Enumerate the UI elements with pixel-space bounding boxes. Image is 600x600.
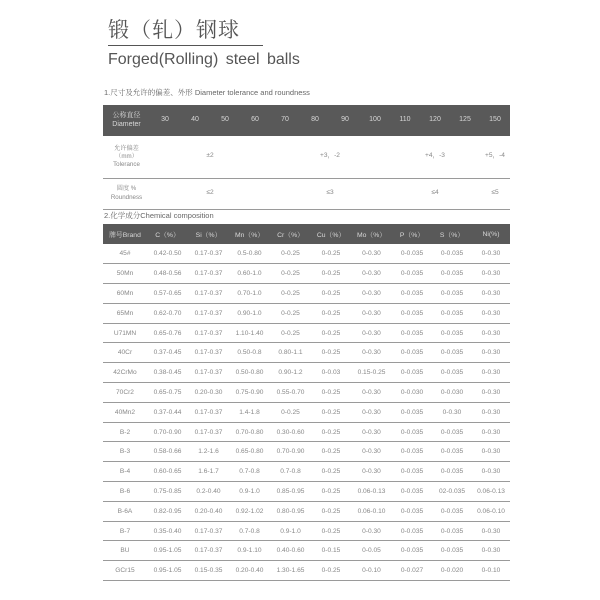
roundness-value: ≤5 (480, 178, 510, 209)
composition-cell: 0-0.25 (270, 244, 311, 264)
composition-cell: 0-0.30 (351, 284, 392, 304)
composition-cell: 0.95-1.05 (147, 561, 188, 581)
tolerance-value: ±2 (150, 136, 270, 178)
composition-cell: 0-0.035 (432, 363, 472, 383)
composition-cell: 0.80-1.1 (270, 343, 311, 363)
composition-cell: 0.15-0.25 (351, 363, 392, 383)
diameter-label-cn: 公称直径 (112, 111, 141, 119)
composition-cell: 0-0.25 (311, 442, 351, 462)
composition-cell: 0-0.25 (311, 383, 351, 403)
composition-cell: 0.38-0.45 (147, 363, 188, 383)
composition-cell: 0.60-1.0 (229, 264, 270, 284)
composition-cell: 0.70-0.90 (270, 442, 311, 462)
composition-cell: 0-0.30 (351, 422, 392, 442)
brand-cell: 65Mn (103, 303, 147, 323)
composition-cell: 0.42-0.50 (147, 244, 188, 264)
composition-cell: 0.5-0.80 (229, 244, 270, 264)
composition-cell: 0.57-0.65 (147, 284, 188, 304)
composition-cell: 0.7-0.8 (270, 462, 311, 482)
composition-cell: 02-0.035 (432, 482, 472, 502)
composition-cell: 0-0.30 (351, 303, 392, 323)
column-header-element: Ni(%) (472, 224, 510, 244)
diameter-value: 80 (300, 105, 330, 136)
tolerance-value: +5，-4 (480, 136, 510, 178)
composition-cell: 0.70-0.90 (147, 422, 188, 442)
diameter-value: 120 (420, 105, 450, 136)
composition-cell: 0-0.035 (392, 303, 432, 323)
composition-cell: 0-0.035 (392, 482, 432, 502)
composition-cell: 0-0.25 (311, 521, 351, 541)
table-row (103, 343, 510, 363)
column-header-element: C（%） (147, 224, 188, 244)
composition-cell: 0-0.035 (432, 462, 472, 482)
composition-cell: 0.7-0.8 (229, 521, 270, 541)
composition-cell: 0-0.25 (311, 343, 351, 363)
section-chemical-composition-label: 2.化学成分Chemical composition (104, 211, 214, 220)
composition-cell: 0.40-0.60 (270, 541, 311, 561)
composition-cell: 0.70-1.0 (229, 284, 270, 304)
composition-cell: 0.17-0.37 (188, 323, 229, 343)
tolerance-label-en: Tolerance (113, 160, 140, 168)
table-row (103, 264, 510, 284)
composition-cell: 0-0.30 (432, 402, 472, 422)
composition-cell: 0.20-0.30 (188, 383, 229, 403)
page-title-en: Forged(Rolling) steel balls (108, 51, 300, 68)
tolerance-label-unit: （mm） (115, 152, 138, 160)
composition-cell: 0-0.25 (311, 561, 351, 581)
composition-cell: 0.82-0.95 (147, 501, 188, 521)
roundness-label-cell (103, 178, 150, 209)
composition-cell: 0-0.05 (351, 541, 392, 561)
composition-cell: 0-0.035 (392, 422, 432, 442)
composition-cell: 1.6-1.7 (188, 462, 229, 482)
composition-cell: 0-0.035 (432, 422, 472, 442)
composition-cell: 0-0.30 (351, 264, 392, 284)
composition-cell: 0-0.30 (472, 422, 510, 442)
composition-cell: 0-0.30 (472, 284, 510, 304)
table-row (103, 422, 510, 442)
roundness-value: ≤2 (150, 178, 270, 209)
composition-cell: 0.17-0.37 (188, 521, 229, 541)
roundness-row (103, 178, 510, 209)
column-header-element: Mo（%） (351, 224, 392, 244)
composition-cell: 0-0.30 (351, 462, 392, 482)
composition-cell: 0-0.25 (270, 264, 311, 284)
brand-cell: U71MN (103, 323, 147, 343)
composition-cell: 0.65-0.80 (229, 442, 270, 462)
composition-cell: 0.9-1.10 (229, 541, 270, 561)
composition-cell: 0-0.30 (472, 521, 510, 541)
column-header-element: Cr（%） (270, 224, 311, 244)
composition-cell: 0.95-1.05 (147, 541, 188, 561)
composition-cell: 0.90-1.2 (270, 363, 311, 383)
composition-cell: 0-0.035 (432, 501, 472, 521)
table-row (103, 284, 510, 304)
composition-cell: 0.15-0.35 (188, 561, 229, 581)
tolerance-label-cell (103, 136, 150, 178)
composition-cell: 0.65-0.76 (147, 323, 188, 343)
composition-cell: 0-0.25 (311, 501, 351, 521)
composition-cell: 0-0.035 (392, 323, 432, 343)
composition-cell: 0-0.30 (472, 541, 510, 561)
brand-cell: 40Cr (103, 343, 147, 363)
composition-cell: 0.48-0.56 (147, 264, 188, 284)
composition-cell: 0.7-0.8 (229, 462, 270, 482)
composition-cell: 0-0.15 (311, 541, 351, 561)
brand-cell: 50Mn (103, 264, 147, 284)
composition-cell: 0.90-1.0 (229, 303, 270, 323)
composition-cell: 0-0.030 (392, 383, 432, 403)
composition-cell: 0-0.035 (392, 343, 432, 363)
composition-cell: 0.2-0.40 (188, 482, 229, 502)
composition-cell: 0.06-0.13 (351, 482, 392, 502)
composition-cell: 0-0.25 (311, 264, 351, 284)
composition-cell: 0-0.25 (311, 323, 351, 343)
composition-cell: 0-0.30 (472, 363, 510, 383)
composition-cell: 0-0.035 (392, 244, 432, 264)
composition-cell: 0-0.25 (270, 402, 311, 422)
table-row (103, 501, 510, 521)
composition-cell: 0-0.035 (392, 363, 432, 383)
composition-cell: 0-0.30 (351, 383, 392, 403)
diameter-value: 125 (450, 105, 480, 136)
composition-cell: 0.17-0.37 (188, 244, 229, 264)
table-row (103, 482, 510, 502)
composition-cell: 0-0.30 (472, 462, 510, 482)
composition-cell: 0.30-0.60 (270, 422, 311, 442)
composition-cell: 0-0.035 (392, 521, 432, 541)
diameter-value: 90 (330, 105, 360, 136)
composition-cell: 0.62-0.70 (147, 303, 188, 323)
chemical-composition-table (103, 224, 510, 581)
composition-cell: 0-0.035 (432, 541, 472, 561)
diameter-value: 150 (480, 105, 510, 136)
composition-cell: 0-0.30 (472, 323, 510, 343)
title-divider (108, 45, 263, 46)
composition-cell: 0-0.035 (432, 264, 472, 284)
diameter-tolerance-table (103, 105, 510, 210)
composition-cell: 0-0.25 (270, 323, 311, 343)
composition-cell: 0-0.035 (392, 402, 432, 422)
composition-cell: 0.37-0.44 (147, 402, 188, 422)
composition-cell: 0.75-0.90 (229, 383, 270, 403)
composition-cell: 0.60-0.65 (147, 462, 188, 482)
roundness-value: ≤3 (270, 178, 390, 209)
composition-cell: 0.17-0.37 (188, 541, 229, 561)
composition-cell: 0-0.25 (311, 303, 351, 323)
composition-cell: 0-0.10 (472, 561, 510, 581)
diameter-value: 60 (240, 105, 270, 136)
brand-cell: 45# (103, 244, 147, 264)
roundness-label-en: Roundness (110, 193, 143, 201)
composition-cell: 0.55-0.70 (270, 383, 311, 403)
composition-cell: 0.75-0.85 (147, 482, 188, 502)
composition-cell: 0.9-1.0 (270, 521, 311, 541)
tolerance-value: +3，-2 (270, 136, 390, 178)
composition-cell: 0-0.30 (472, 244, 510, 264)
composition-cell: 0-0.035 (432, 323, 472, 343)
table-row (103, 244, 510, 264)
diameter-label-en: Diameter (112, 120, 141, 128)
table-row (103, 383, 510, 403)
brand-cell: B-3 (103, 442, 147, 462)
composition-cell: 0-0.25 (311, 462, 351, 482)
brand-cell: B-2 (103, 422, 147, 442)
composition-cell: 0-0.03 (311, 363, 351, 383)
composition-cell: 0.85-0.95 (270, 482, 311, 502)
table-row (103, 363, 510, 383)
composition-cell: 0-0.30 (472, 402, 510, 422)
brand-cell: 60Mn (103, 284, 147, 304)
composition-cell: 0.06-0.10 (351, 501, 392, 521)
composition-cell: 0-0.035 (392, 541, 432, 561)
diameter-value: 110 (390, 105, 420, 136)
composition-cell: 0-0.035 (432, 521, 472, 541)
composition-header-row (103, 224, 510, 244)
table-row (103, 303, 510, 323)
composition-cell: 0.70-0.80 (229, 422, 270, 442)
column-header-brand: 牌号Brand (103, 224, 147, 244)
composition-cell: 0-0.25 (270, 284, 311, 304)
composition-cell: 0.35-0.40 (147, 521, 188, 541)
tolerance-label-cn: 允许偏差 (114, 144, 139, 152)
diameter-value: 30 (150, 105, 180, 136)
tolerance-row (103, 136, 510, 178)
composition-cell: 0-0.030 (432, 383, 472, 403)
composition-cell: 0-0.30 (351, 343, 392, 363)
composition-cell: 0.9-1.0 (229, 482, 270, 502)
table-row (103, 541, 510, 561)
composition-cell: 0.80-0.95 (270, 501, 311, 521)
composition-cell: 0-0.10 (351, 561, 392, 581)
brand-cell: 70Cr2 (103, 383, 147, 403)
composition-cell: 0.37-0.45 (147, 343, 188, 363)
composition-cell: 0-0.25 (270, 303, 311, 323)
composition-cell: 0-0.035 (432, 284, 472, 304)
composition-cell: 0.06-0.10 (472, 501, 510, 521)
table-row (103, 462, 510, 482)
composition-cell: 0-0.25 (311, 402, 351, 422)
composition-cell: 0-0.30 (472, 303, 510, 323)
composition-cell: 0-0.30 (472, 264, 510, 284)
brand-cell: B-7 (103, 521, 147, 541)
composition-cell: 0-0.035 (432, 442, 472, 462)
roundness-value: ≤4 (390, 178, 480, 209)
composition-cell: 0.17-0.37 (188, 343, 229, 363)
composition-cell: 0.06-0.13 (472, 482, 510, 502)
composition-cell: 0-0.30 (472, 383, 510, 403)
diameter-header-row (103, 105, 510, 136)
brand-cell: GCr15 (103, 561, 147, 581)
column-header-element: S（%） (432, 224, 472, 244)
diameter-value: 70 (270, 105, 300, 136)
composition-cell: 1.4-1.8 (229, 402, 270, 422)
composition-cell: 0-0.25 (311, 244, 351, 264)
diameter-value: 100 (360, 105, 390, 136)
brand-cell: 42CrMo (103, 363, 147, 383)
composition-cell: 0-0.25 (311, 482, 351, 502)
table-row (103, 323, 510, 343)
section-diameter-tolerance-label: 1.尺寸及允许的偏差、外形 Diameter tolerance and roundness (104, 88, 310, 97)
column-header-element: Cu（%） (311, 224, 351, 244)
composition-cell: 0.17-0.37 (188, 402, 229, 422)
table-row (103, 402, 510, 422)
composition-cell: 0-0.30 (351, 442, 392, 462)
composition-cell: 0.20-0.40 (188, 501, 229, 521)
composition-cell: 0-0.035 (432, 244, 472, 264)
brand-cell: BU (103, 541, 147, 561)
table-row (103, 521, 510, 541)
diameter-label-cell (103, 105, 150, 136)
composition-cell: 0-0.30 (472, 442, 510, 462)
composition-cell: 0-0.25 (311, 422, 351, 442)
tolerance-value: +4，-3 (390, 136, 480, 178)
brand-cell: 40Mn2 (103, 402, 147, 422)
composition-cell: 0.65-0.75 (147, 383, 188, 403)
composition-cell: 0.92-1.02 (229, 501, 270, 521)
composition-cell: 0.58-0.66 (147, 442, 188, 462)
composition-cell: 0-0.027 (392, 561, 432, 581)
column-header-element: Mn（%） (229, 224, 270, 244)
composition-cell: 0-0.035 (392, 462, 432, 482)
composition-cell: 0-0.035 (392, 284, 432, 304)
column-header-element: P（%） (392, 224, 432, 244)
composition-cell: 0-0.035 (432, 343, 472, 363)
diameter-value: 40 (180, 105, 210, 136)
composition-cell: 0.17-0.37 (188, 363, 229, 383)
composition-cell: 0.17-0.37 (188, 303, 229, 323)
composition-cell: 0-0.30 (351, 244, 392, 264)
composition-cell: 1.30-1.65 (270, 561, 311, 581)
composition-cell: 0-0.035 (392, 264, 432, 284)
composition-cell: 0.17-0.37 (188, 284, 229, 304)
composition-cell: 0-0.035 (392, 442, 432, 462)
composition-cell: 0.50-0.8 (229, 343, 270, 363)
composition-cell: 0.17-0.37 (188, 422, 229, 442)
column-header-element: Si（%） (188, 224, 229, 244)
composition-cell: 0-0.30 (351, 323, 392, 343)
composition-cell: 0.20-0.40 (229, 561, 270, 581)
composition-cell: 1.10-1.40 (229, 323, 270, 343)
brand-cell: B-6 (103, 482, 147, 502)
composition-cell: 0-0.020 (432, 561, 472, 581)
composition-cell: 0-0.25 (311, 284, 351, 304)
composition-cell: 0-0.30 (351, 402, 392, 422)
roundness-label-cn: 圆度 % (116, 185, 137, 193)
composition-cell: 0-0.035 (432, 303, 472, 323)
table-row (103, 442, 510, 462)
composition-cell: 0.50-0.80 (229, 363, 270, 383)
page-title-cn: 锻（轧）钢球 (108, 18, 240, 42)
composition-cell: 0-0.035 (392, 501, 432, 521)
brand-cell: B-6A (103, 501, 147, 521)
table-row (103, 561, 510, 581)
composition-cell: 0-0.30 (472, 343, 510, 363)
composition-cell: 1.2-1.6 (188, 442, 229, 462)
diameter-value: 50 (210, 105, 240, 136)
composition-cell: 0.17-0.37 (188, 264, 229, 284)
composition-cell: 0-0.30 (351, 521, 392, 541)
brand-cell: B-4 (103, 462, 147, 482)
